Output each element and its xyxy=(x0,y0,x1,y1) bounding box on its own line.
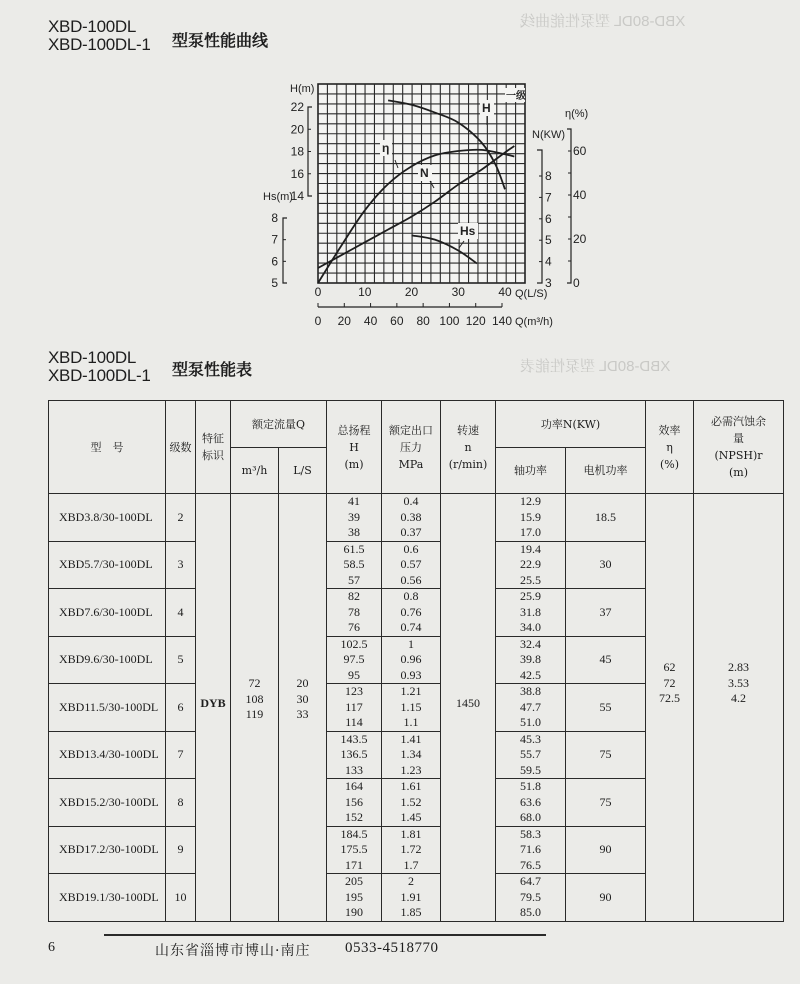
cell-motor-power: 75 xyxy=(566,779,646,827)
cell-motor-power: 45 xyxy=(566,636,646,684)
cell-stages: 3 xyxy=(166,541,196,589)
svg-text:0: 0 xyxy=(314,314,322,328)
cell-pressure: 0.4 0.38 0.37 xyxy=(382,494,441,542)
svg-text:40: 40 xyxy=(363,314,378,328)
cell-model: XBD5.7/30-100DL xyxy=(49,541,166,589)
cell-head: 41 39 38 xyxy=(327,494,382,542)
svg-text:一级: 一级 xyxy=(506,91,526,102)
cell-shaft-power: 45.3 55.7 59.5 xyxy=(496,731,566,779)
header-npsh: 必需汽蚀余量 (NPSH)r (m) xyxy=(694,401,784,494)
cell-shaft-power: 38.8 47.7 51.0 xyxy=(496,684,566,732)
svg-text:120: 120 xyxy=(465,314,486,328)
cell-model: XBD13.4/30-100DL xyxy=(49,731,166,779)
feature-value: DYB xyxy=(200,696,226,710)
svg-text:10: 10 xyxy=(358,285,372,299)
svg-text:40: 40 xyxy=(498,285,512,299)
header-flow-ls: L/S xyxy=(279,448,327,494)
table-row xyxy=(49,494,784,542)
svg-text:16: 16 xyxy=(290,166,304,181)
cell-pressure: 1.21 1.15 1.1 xyxy=(382,684,441,732)
performance-table xyxy=(48,400,784,922)
svg-text:3: 3 xyxy=(545,276,552,290)
cell-pressure: 1.61 1.52 1.45 xyxy=(382,779,441,827)
cell-motor-power: 18.5 xyxy=(566,494,646,542)
svg-text:30: 30 xyxy=(451,285,465,299)
header-shaft-power: 轴功率 xyxy=(496,448,566,494)
svg-text:60: 60 xyxy=(390,314,404,328)
svg-text:20: 20 xyxy=(573,232,587,246)
footer-divider xyxy=(104,934,546,936)
svg-text:22: 22 xyxy=(290,100,304,114)
cell-motor-power: 90 xyxy=(566,874,646,922)
curve-title-cn: 型泵性能曲线 xyxy=(172,31,269,50)
svg-text:20: 20 xyxy=(290,122,304,137)
curve-model-line1: XBD-100DL xyxy=(48,17,137,36)
svg-text:14: 14 xyxy=(290,189,304,203)
cell-flow-ls xyxy=(279,494,327,922)
cell-stages: 8 xyxy=(166,779,196,827)
svg-text:Hs: Hs xyxy=(460,224,476,238)
cell-pressure: 0.6 0.57 0.56 xyxy=(382,541,441,589)
cell-motor-power: 37 xyxy=(566,589,646,637)
header-speed: 转速 n (r/min) xyxy=(441,401,496,494)
header-model: 型 号 xyxy=(49,401,166,494)
cell-head: 184.5 175.5 171 xyxy=(327,826,382,874)
flow-m3h-values: 72 108 119 xyxy=(245,676,264,721)
svg-text:η: η xyxy=(382,141,390,155)
cell-shaft-power: 12.9 15.9 17.0 xyxy=(496,494,566,542)
cell-stages: 5 xyxy=(166,636,196,684)
svg-text:8: 8 xyxy=(545,169,552,183)
svg-text:100: 100 xyxy=(439,314,460,328)
svg-text:0: 0 xyxy=(314,285,322,299)
flow-ls-values: 20 30 33 xyxy=(296,676,309,721)
cell-motor-power: 55 xyxy=(566,684,646,732)
table-model-line2: XBD-100DL-1 xyxy=(48,366,151,385)
cell-model: XBD15.2/30-100DL xyxy=(49,779,166,827)
footer-phone: 0533-4518770 xyxy=(345,940,439,956)
bleed-through-text: XBD-80DL 型泵性能曲线 xyxy=(520,13,686,30)
table-title-cn: 型泵性能表 xyxy=(172,360,253,379)
header-pressure: 额定出口压力 MPa xyxy=(382,401,441,494)
svg-text:18: 18 xyxy=(290,144,304,159)
page-number: 6 xyxy=(48,940,55,955)
cell-feature xyxy=(196,494,231,922)
header-feature: 特征标识 xyxy=(196,401,231,494)
table-section-title xyxy=(48,349,151,385)
cell-stages: 2 xyxy=(166,494,196,542)
svg-text:η(%): η(%) xyxy=(565,108,589,120)
cell-head: 205 195 190 xyxy=(327,874,382,922)
svg-text:7: 7 xyxy=(271,232,278,247)
cell-motor-power: 75 xyxy=(566,731,646,779)
svg-text:Q(L/S): Q(L/S) xyxy=(515,288,548,300)
npsh-values: 2.83 3.53 4.2 xyxy=(728,660,749,705)
cell-pressure: 0.8 0.76 0.74 xyxy=(382,589,441,637)
svg-text:8: 8 xyxy=(271,211,278,225)
cell-model: XBD17.2/30-100DL xyxy=(49,826,166,874)
header-head: 总扬程 H (m) xyxy=(327,401,382,494)
performance-curve-chart xyxy=(0,0,800,340)
svg-text:5: 5 xyxy=(545,233,552,248)
svg-text:60: 60 xyxy=(573,144,587,158)
header-power-group: 功率N(KW) xyxy=(496,401,646,448)
bleed-through-text: XBD-80DL 型泵性能表 xyxy=(520,358,671,375)
svg-text:6: 6 xyxy=(545,211,552,226)
curve-model-line2: XBD-100DL-1 xyxy=(48,35,151,54)
cell-head: 82 78 76 xyxy=(327,589,382,637)
svg-text:80: 80 xyxy=(416,314,430,328)
cell-shaft-power: 32.4 39.8 42.5 xyxy=(496,636,566,684)
svg-text:N: N xyxy=(420,166,429,180)
cell-pressure: 1.81 1.72 1.7 xyxy=(382,826,441,874)
cell-model: XBD3.8/30-100DL xyxy=(49,494,166,542)
cell-pressure: 2 1.91 1.85 xyxy=(382,874,441,922)
svg-text:6: 6 xyxy=(271,254,278,269)
cell-head: 164 156 152 xyxy=(327,779,382,827)
cell-stages: 7 xyxy=(166,731,196,779)
svg-text:H: H xyxy=(482,101,491,115)
svg-text:N(KW): N(KW) xyxy=(532,129,565,141)
header-efficiency: 效率 η (%) xyxy=(646,401,694,494)
table-model-line1: XBD-100DL xyxy=(48,348,137,367)
footer-address: 山东省淄博市博山·南庄 xyxy=(155,943,311,959)
cell-head: 123 117 114 xyxy=(327,684,382,732)
cell-stages: 6 xyxy=(166,684,196,732)
svg-text:140: 140 xyxy=(491,314,513,328)
cell-shaft-power: 64.7 79.5 85.0 xyxy=(496,874,566,922)
cell-shaft-power: 58.3 71.6 76.5 xyxy=(496,826,566,874)
svg-text:H(m): H(m) xyxy=(290,83,315,95)
cell-model: XBD19.1/30-100DL xyxy=(49,874,166,922)
cell-model: XBD11.5/30-100DL xyxy=(49,684,166,732)
cell-model: XBD7.6/30-100DL xyxy=(49,589,166,637)
header-stages: 级数 xyxy=(166,401,196,494)
cell-head: 102.5 97.5 95 xyxy=(327,636,382,684)
svg-text:20: 20 xyxy=(337,314,351,328)
table-body xyxy=(49,494,784,922)
svg-text:7: 7 xyxy=(545,190,552,205)
svg-text:40: 40 xyxy=(573,188,587,202)
header-flow-m3h: m³/h xyxy=(231,448,279,494)
speed-value: 1450 xyxy=(456,696,480,710)
svg-text:20: 20 xyxy=(404,285,419,299)
cell-model: XBD9.6/30-100DL xyxy=(49,636,166,684)
header-motor-power: 电机功率 xyxy=(566,448,646,494)
cell-pressure: 1.41 1.34 1.23 xyxy=(382,731,441,779)
cell-shaft-power: 25.9 31.8 34.0 xyxy=(496,589,566,637)
cell-stages: 4 xyxy=(166,589,196,637)
cell-pressure: 1 0.96 0.93 xyxy=(382,636,441,684)
cell-shaft-power: 19.4 22.9 25.5 xyxy=(496,541,566,589)
cell-head: 61.5 58.5 57 xyxy=(327,541,382,589)
cell-head: 143.5 136.5 133 xyxy=(327,731,382,779)
cell-stages: 9 xyxy=(166,826,196,874)
cell-shaft-power: 51.8 63.6 68.0 xyxy=(496,779,566,827)
svg-text:Q(m³/h): Q(m³/h) xyxy=(515,316,553,328)
svg-text:0: 0 xyxy=(573,276,580,290)
svg-text:Hs(m): Hs(m) xyxy=(263,191,293,203)
svg-text:4: 4 xyxy=(545,254,552,269)
cell-motor-power: 90 xyxy=(566,826,646,874)
cell-motor-power: 30 xyxy=(566,541,646,589)
svg-text:5: 5 xyxy=(271,276,278,290)
efficiency-values: 62 72 72.5 xyxy=(659,660,680,705)
header-flow-group: 额定流量Q xyxy=(231,401,327,448)
cell-flow-m3h xyxy=(231,494,279,922)
cell-speed xyxy=(441,494,496,922)
cell-npsh xyxy=(694,494,784,922)
cell-stages: 10 xyxy=(166,874,196,922)
cell-efficiency xyxy=(646,494,694,922)
